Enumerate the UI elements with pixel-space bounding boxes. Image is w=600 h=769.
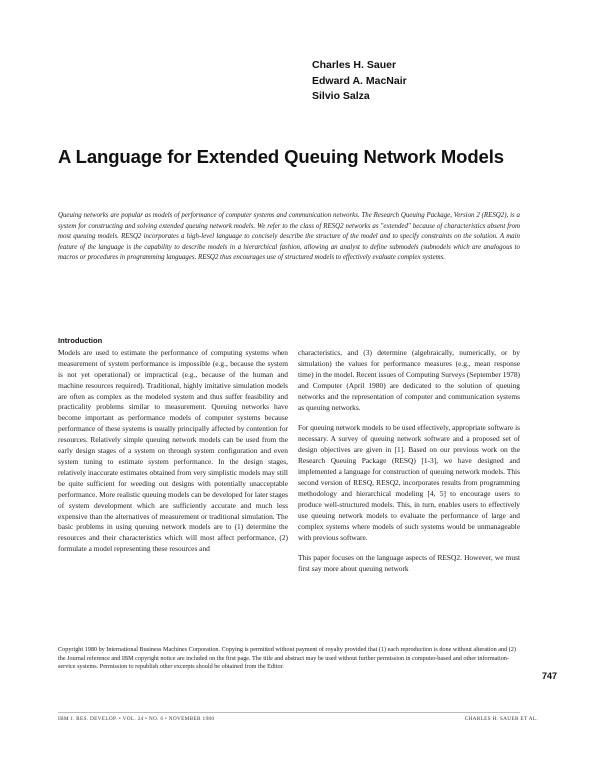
section-heading: Introduction — [58, 336, 103, 345]
footer-divider — [58, 712, 520, 713]
journal-citation: IBM J. RES. DEVELOP. • VOL. 24 • NO. 6 • NOVEMBER 1980 — [58, 716, 215, 722]
running-author: CHARLES H. SAUER ET AL. — [464, 716, 538, 722]
author-name: Silvio Salza — [312, 90, 370, 102]
author-name: Edward A. MacNair — [312, 74, 407, 87]
body-paragraph: characteristics, and (3) determine (algebraically, numerically, or by simulation) the values for performance measures (e.g., mean response time) in the model. Recent issues of Computing Surveys (September 1978) and Computer (April 1980) are dedicated to the solution of queuing networks and the representation of computer and communication systems as queuing networks. — [298, 348, 520, 412]
abstract: Queuing networks are popular as models of performance of computer systems and communication networks. The Research Queuing Package, Version 2 (RESQ2), is a system for constructing and solving extended queuing network models. We refer to the class of RESQ2 networks as "extended" because of characteristics absent from most queuing models. RESQ2 incorporates a high-level language to concisely describe the structure of the model and to specify constraints on the solution. A main feature of the language is the capability to describe models in a hierarchical fashion, allowing an analyst to define submodels (subnodels which are analogous to macros or procedures in programming languages. RESQ2 thus encourages use of structured models to effectively evaluate complex systems. — [58, 212, 520, 262]
left-column — [58, 336, 288, 555]
page-number: 747 — [542, 671, 558, 681]
body-paragraph: For queuing network models to be used effectively, appropriate software is necessary. A survey of queuing network software and a proposed set of design objectives are given in [1]. Based on our previous work on the Research Queuing Package (RESQ) [1-3], we have designed and implemented a language for construction of queuing network models. This second version of RESQ, RESQ2, incorporates results from programming methodology and hierarchical modeling [4, 5] to encourage users to produce well-structured models. This, in turn, enables users to effectively use queuing network models to evaluate the performance of large and complex systems where models of such systems would be unmanageable with previous software. — [298, 423, 520, 542]
copyright-notice: Copyright 1980 by International Business Machines Corporation. Copying is permitted without payment of royalty provided that (1) each reproduction is done without alteration and (2) the Journal reference and IBM copyright notice are included on the first page. The title and abstract may be used without further permission in computer-based and other information-service systems. Permission to republish other excerpts should be obtained from the Editor. — [58, 646, 516, 670]
author-name: Charles H. Sauer — [312, 59, 397, 71]
author-list — [312, 58, 407, 105]
body-paragraph: Models are used to estimate the performance of computing systems when measurement of system performance is impossible (e.g., because the system is not yet operational) or impractical (e.g., because of the human and machine resources required). Traditional, highly imitative simulation models are often as complex as the modeled system and thus suffer feasibility and practicality problems similar to measurement. Queuing networks have become important as performance models of computer systems because performance of these systems is usually principally affected by contention for resources. Relatively simple queuing network models can be used from the early design stages of a system on through system configuration and even system tuning to estimate system performance. In the design stages, relatively inaccurate estimates obtained from very simplistic models may still be quite sufficient for weeding out designs with potentially unacceptable performance. More realistic queuing models can be developed for later stages of system development which are sufficiently accurate and much less expensive than the alternatives of measurement or traditional simulation. The basic problems in using queuing network models are to (1) determine the resources and their characteristics which will most affect performance, (2) formulate a model representing these resources and — [58, 347, 288, 554]
paper-title: A Language for Extended Queuing Network Models — [58, 146, 504, 167]
right-column — [298, 348, 520, 585]
body-paragraph: This paper focuses on the language aspects of RESQ2. However, we must first say more about queuing network — [298, 553, 520, 574]
